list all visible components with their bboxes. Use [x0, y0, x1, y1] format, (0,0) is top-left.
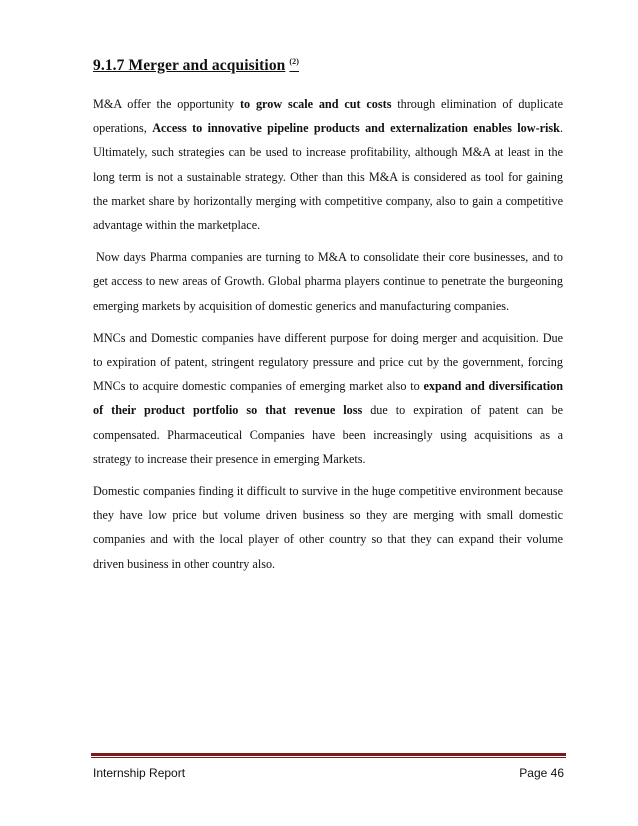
footer-rule [91, 753, 566, 756]
emphasized-text: Access to innovative pipeline products and externalization enables low-risk [152, 121, 560, 136]
paragraph-text: M&A offer the opportunity [93, 97, 240, 111]
paragraph-text: Now days Pharma companies are turning to M&A to consolidate their core businesses, and to get access to new areas of Growth. Global pharma players continue to penetrate the burgeoning emerging markets by acquisition of domestic generics and manufacturing companies. [93, 250, 563, 313]
paragraph [93, 479, 563, 576]
emphasized-text: to grow scale and cut costs [239, 97, 392, 111]
paragraph [93, 245, 563, 318]
paragraph-text: MNCs and Domestic companies have different purpose for doing merger and acquisition. Due to expiration of patent, stringent regulatory pressure and price cut by the government, forcing MNCs to acquire domestic companies of emerging market also to [93, 330, 563, 394]
body-text [93, 92, 563, 584]
emphasized-text: expand and diversification of their product portfolio so that revenue loss [93, 379, 563, 418]
paragraph-text: Domestic companies finding it difficult to survive in the huge competitive environment because they have low price but volume driven business so they are merging with small domestic companies and with the local player of other country so that they can expand their volume driven business in other country also. [93, 484, 563, 571]
footer-title: Internship Report [93, 766, 186, 780]
page-number: Page 46 [519, 766, 564, 780]
paragraph-text: due to expiration of patent can be compensated. Pharmaceutical Companies have been increasingly using acquisitions as a strategy to increase their presence in emerging Markets. [93, 403, 563, 466]
paragraph-text: . Ultimately, such strategies can be used to increase profitability, although M&A at least in the long term is not a sustainable strategy. Other than this M&A is considered as tool for gaining the market share by horizontally merging with competitive company, also to gain a competitive advantage within the marketplace. [93, 121, 563, 233]
footer-rule-thin [91, 757, 566, 758]
paragraph [93, 92, 563, 237]
section-title: 9.1.7 Merger and acquisition [93, 57, 286, 75]
section-heading [93, 57, 299, 75]
paragraph-text: through elimination of duplicate operations, [93, 97, 563, 136]
paragraph [93, 326, 563, 471]
footnote-reference: (2) [289, 57, 300, 66]
